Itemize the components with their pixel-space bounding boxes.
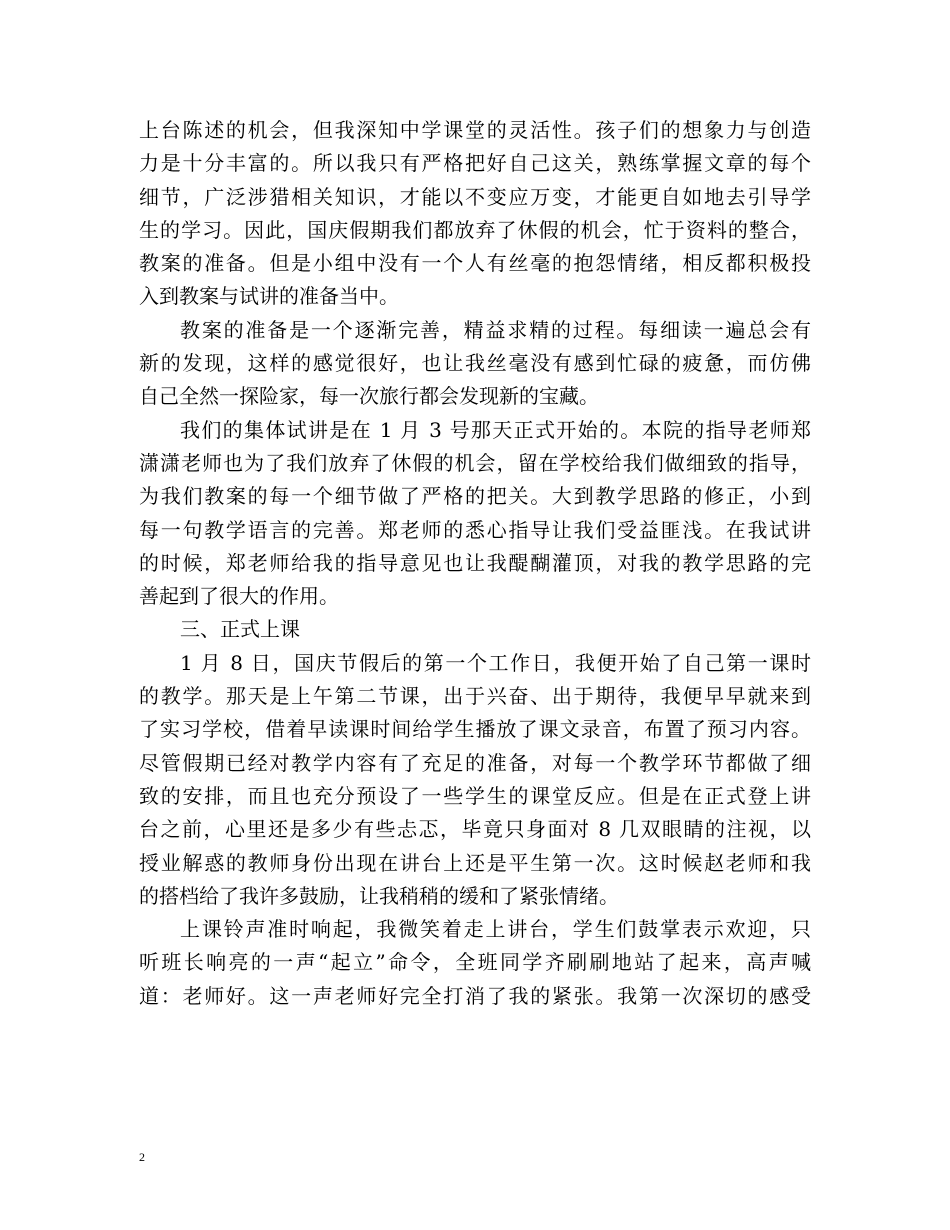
page-number: 2 [139,1150,145,1164]
text-line: 每一句教学语言的完善。郑老师的悉心指导让我们受益匪浅。在我试讲 [139,517,811,542]
text-line: 新的发现，这样的感觉很好，也让我丝毫没有感到忙碌的疲惫，而仿佛 [139,351,811,376]
text-line: 教案的准备。但是小组中没有一个人有丝毫的抱怨情绪，相反都积极投 [139,251,811,276]
document-body [139,114,811,1013]
text-line: 为我们教案的每一个细节做了严格的把关。大到教学思路的修正，小到 [139,484,811,509]
text-line: 1 月 8 日，国庆节假后的第一个工作日，我便开始了自己第一课时 [180,650,811,675]
text-line: 台之前，心里还是多少有些忐忑，毕竟只身面对 8 几双眼睛的注视，以 [139,817,811,842]
text-line: 细节，广泛涉猎相关知识，才能以不变应万变，才能更自如地去引导学 [139,184,811,209]
text-line: 上课铃声准时响起，我微笑着走上讲台，学生们鼓掌表示欢迎，只 [180,917,811,942]
text-line: 生的学习。因此，国庆假期我们都放弃了休假的机会，忙于资料的整合， [139,217,811,242]
text-line: 善起到了很大的作用。 [139,584,339,609]
text-line: 的搭档给了我许多鼓励，让我稍稍的缓和了紧张情绪。 [139,883,619,908]
text-line: 听班长响亮的一声“起立”命令，全班同学齐刷刷地站了起来，高声喊 [139,950,811,975]
text-line: 了实习学校，借着早读课时间给学生播放了课文录音，布置了预习内容。 [139,717,811,742]
text-line: 自己全然一探险家，每一次旅行都会发现新的宝藏。 [139,384,599,409]
text-line: 潇潇老师也为了我们放弃了休假的机会，留在学校给我们做细致的指导， [139,450,811,475]
text-line: 入到教案与试讲的准备当中。 [139,284,399,309]
text-line: 的时候，郑老师给我的指导意见也让我醍醐灌顶，对我的教学思路的完 [139,550,811,575]
text-line: 我们的集体试讲是在 1 月 3 号那天正式开始的。本院的指导老师郑 [180,417,811,442]
text-line: 致的安排，而且也充分预设了一些学生的课堂反应。但是在正式登上讲 [139,783,811,808]
text-line: 授业解惑的教师身份出现在讲台上还是平生第一次。这时候赵老师和我 [139,850,811,875]
text-line: 道：老师好。这一声老师好完全打消了我的紧张。我第一次深切的感受 [139,983,811,1008]
text-line: 力是十分丰富的。所以我只有严格把好自己这关，熟练掌握文章的每个 [139,151,811,176]
text-line: 的教学。那天是上午第二节课，出于兴奋、出于期待，我便早早就来到 [139,684,811,709]
text-line: 三、正式上课 [180,617,300,642]
text-line: 上台陈述的机会，但我深知中学课堂的灵活性。孩子们的想象力与创造 [139,118,811,142]
text-line: 教案的准备是一个逐渐完善，精益求精的过程。每细读一遍总会有 [180,317,811,342]
text-line: 尽管假期已经对教学内容有了充足的准备，对每一个教学环节都做了细 [139,750,811,775]
